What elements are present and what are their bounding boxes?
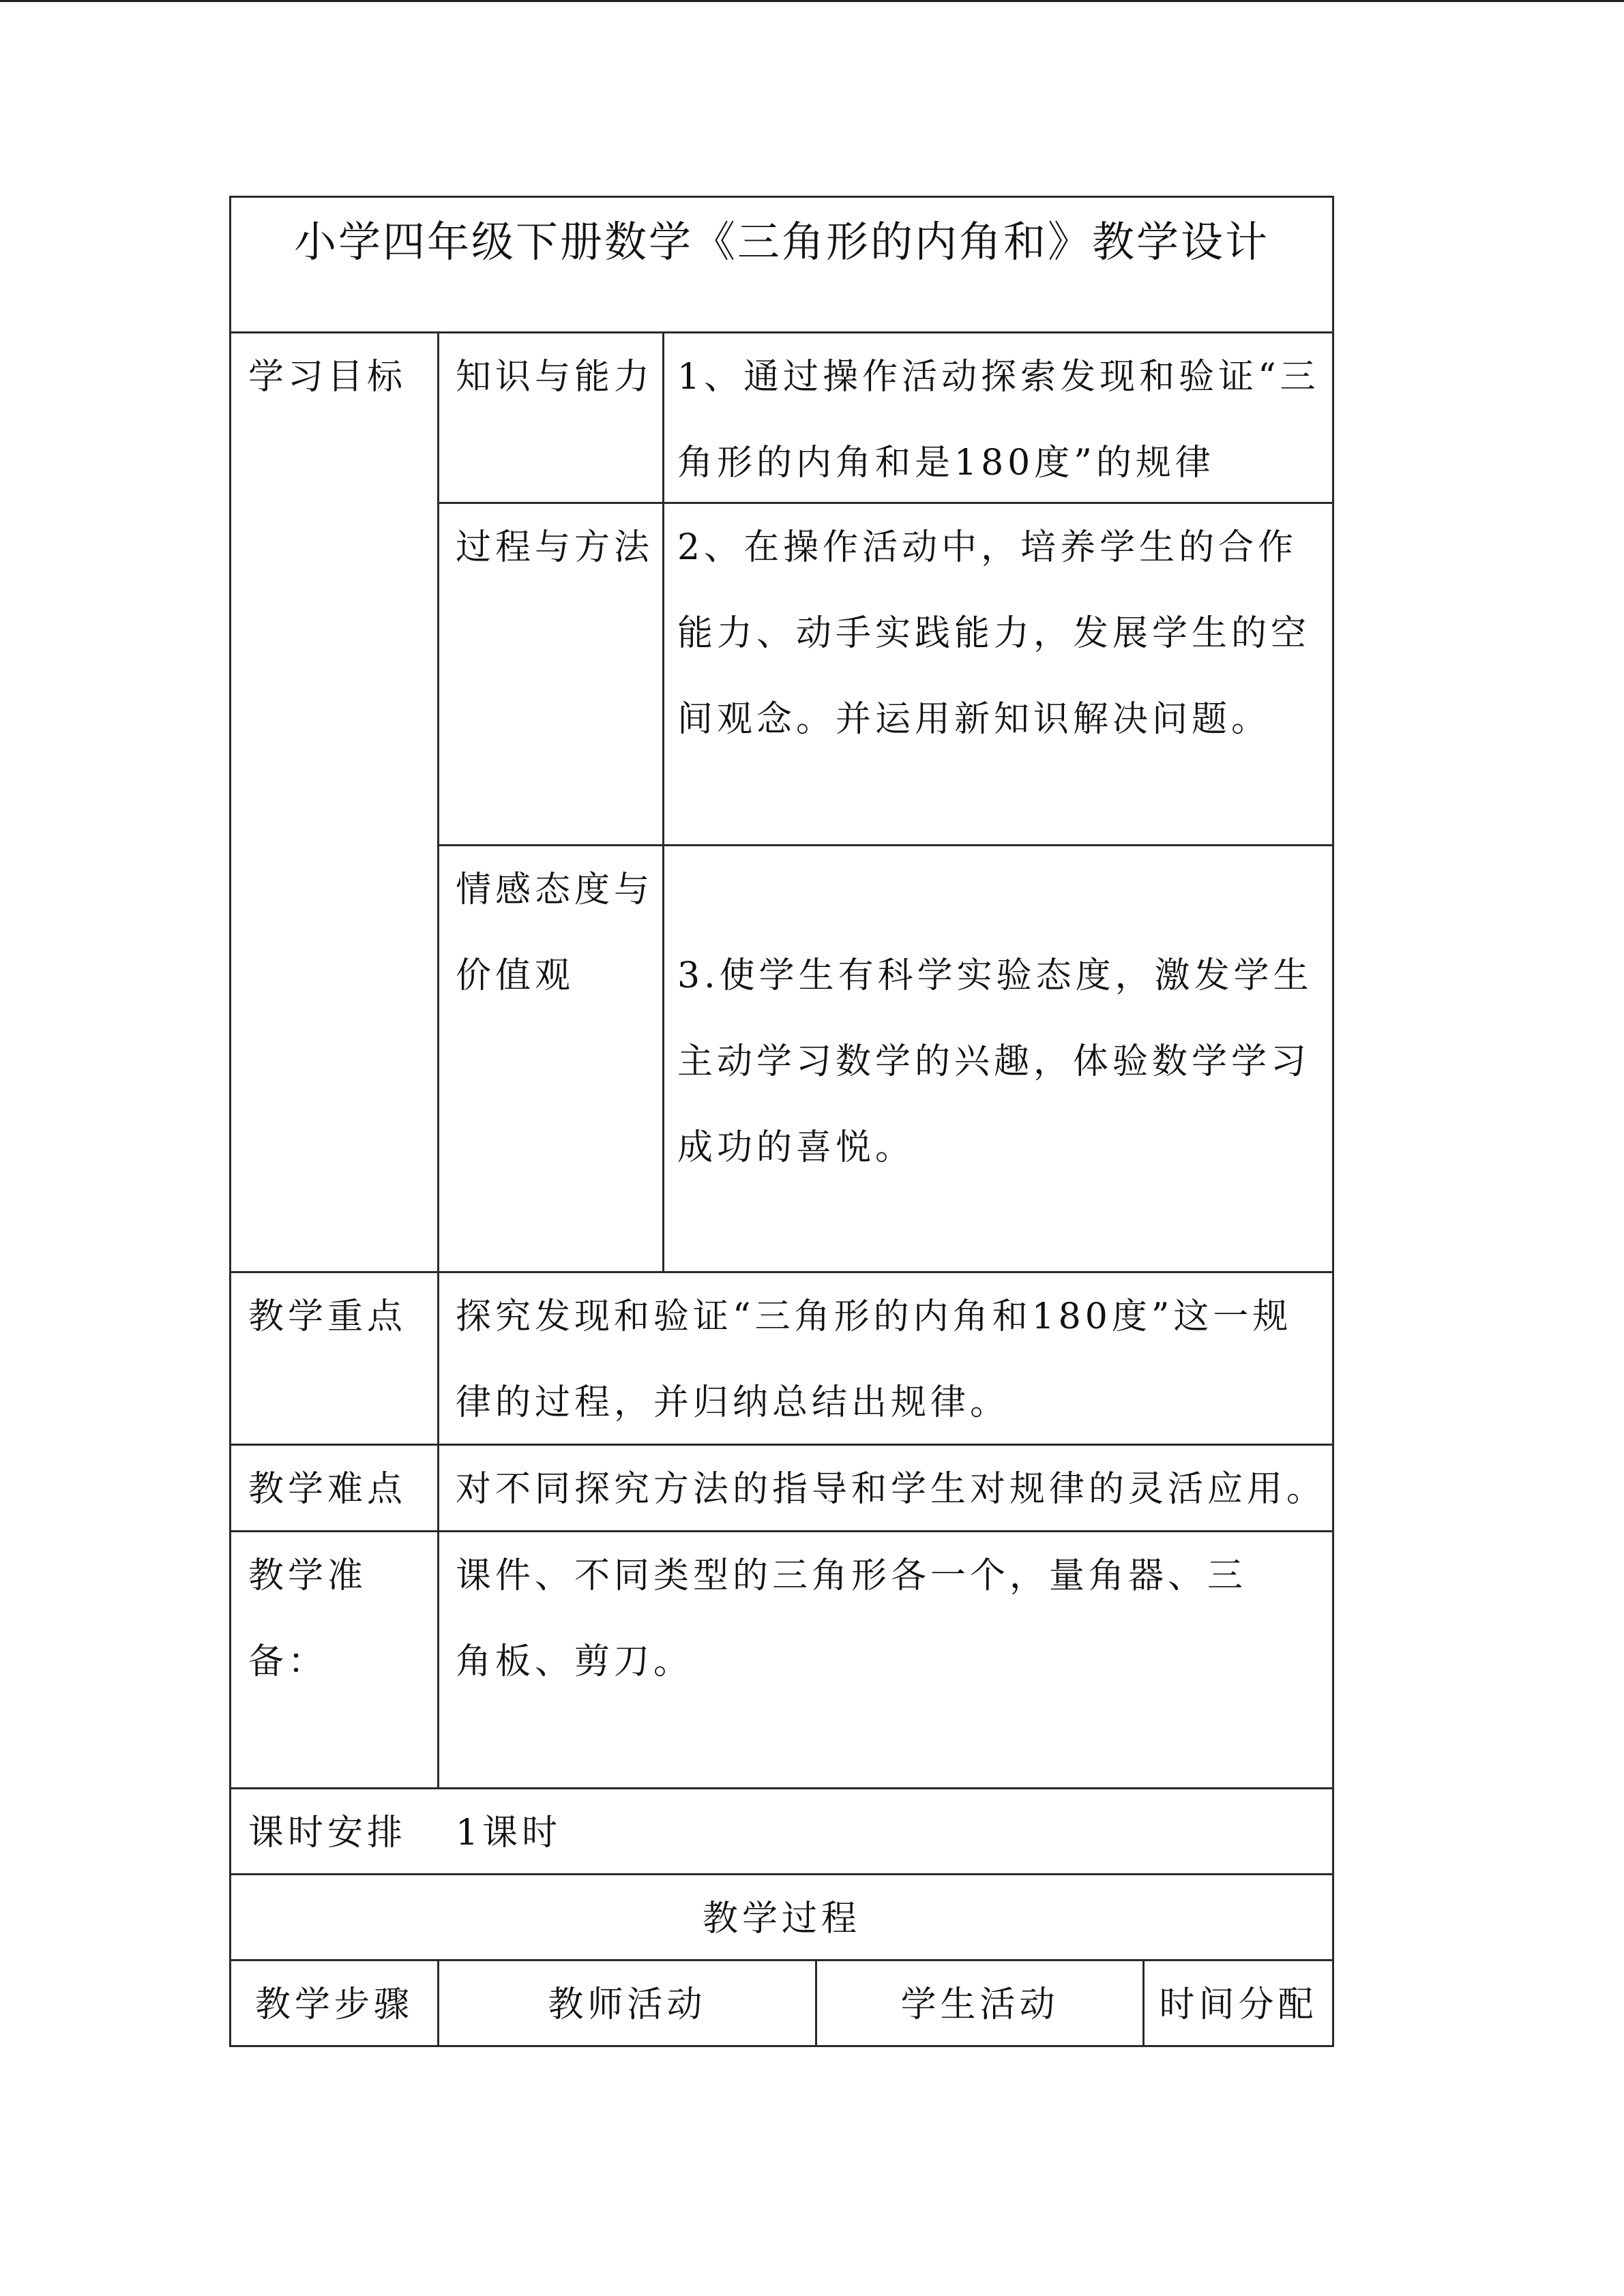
emotion-values-text: 3.使学生有科学实验态度，激发学生主动学习数学的兴趣，体验数学学习成功的喜悦。 bbox=[677, 955, 1313, 1168]
objectives-label: 学习目标 bbox=[248, 357, 407, 398]
column-divider bbox=[437, 331, 439, 1789]
column-header-student: 学生活动 bbox=[900, 1984, 1059, 2025]
column-divider bbox=[437, 1959, 439, 2047]
row-divider bbox=[229, 1787, 1334, 1789]
knowledge-ability-text: 1、通过操作活动探索发现和验证“三角形的内角和是180度”的规律 bbox=[677, 357, 1320, 483]
schedule-label: 课时安排 bbox=[248, 1813, 407, 1853]
table-border-right bbox=[1332, 196, 1334, 2047]
process-heading: 教学过程 bbox=[702, 1898, 861, 1939]
difficulty-label: 教学难点 bbox=[248, 1469, 407, 1510]
row-divider bbox=[229, 1271, 1334, 1273]
preparation-text: 课件、不同类型的三角形各一个，量角器、三角板、剪刀。 bbox=[456, 1555, 1247, 1682]
preparation-label: 教学准备： bbox=[248, 1555, 368, 1682]
schedule-text: 1课时 bbox=[456, 1813, 562, 1853]
process-method-text: 2、在操作活动中，培养学生的合作能力、动手实践能力，发展学生的空间观念。并运用新知识解决问题。 bbox=[677, 527, 1311, 740]
table-border-left bbox=[229, 196, 231, 2047]
key-point-text: 探究发现和验证“三角形的内角和180度”这一规律的过程，并归纳总结出规律。 bbox=[456, 1296, 1293, 1423]
column-divider bbox=[1142, 1959, 1145, 2047]
table-border-top bbox=[229, 196, 1334, 198]
row-divider bbox=[439, 844, 1334, 846]
page-top-border bbox=[0, 0, 1624, 2]
column-header-steps: 教学步骤 bbox=[254, 1984, 413, 2025]
knowledge-ability-label: 知识与能力 bbox=[456, 357, 654, 398]
column-header-time: 时间分配 bbox=[1159, 1984, 1318, 2025]
row-divider bbox=[229, 331, 1334, 333]
emotion-values-label: 情感态度与价值观 bbox=[456, 869, 654, 996]
process-method-label: 过程与方法 bbox=[456, 527, 654, 568]
column-divider bbox=[662, 331, 664, 1273]
page-title: 小学四年级下册数学《三角形的内角和》教学设计 bbox=[293, 217, 1269, 267]
column-divider bbox=[815, 1959, 817, 2047]
column-header-teacher: 教师活动 bbox=[548, 1984, 707, 2025]
key-point-label: 教学重点 bbox=[248, 1296, 407, 1337]
difficulty-text: 对不同探究方法的指导和学生对规律的灵活应用。 bbox=[456, 1469, 1327, 1510]
